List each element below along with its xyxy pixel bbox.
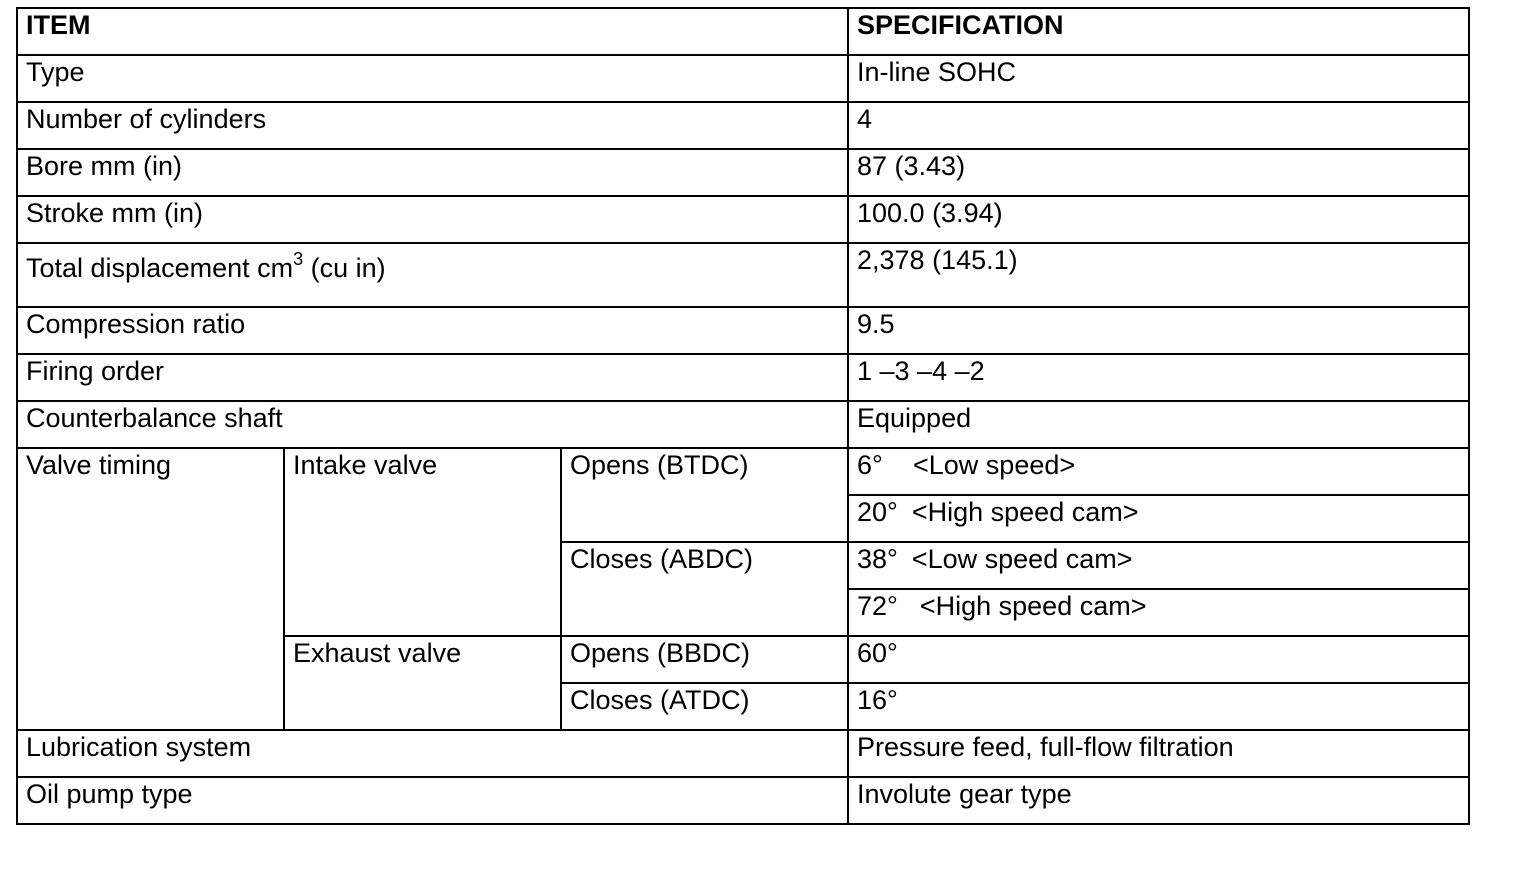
exhaust-opens-label: Opens (BBDC) [561, 636, 848, 683]
table-row [17, 149, 1469, 196]
exhaust-closes-value: 16° [848, 683, 1469, 730]
oil-pump-value: Involute gear type [848, 777, 1469, 824]
compression-label: Compression ratio [17, 307, 848, 354]
bore-label: Bore mm (in) [17, 149, 848, 196]
cylinders-label: Number of cylinders [17, 102, 848, 149]
intake-closes-label: Closes (ABDC) [561, 542, 848, 636]
counterbalance-value: Equipped [848, 401, 1469, 448]
intake-closes-note-1: <Low speed cam> [911, 544, 1133, 574]
exhaust-valve-label: Exhaust valve [284, 636, 561, 730]
intake-opens-note-1: <Low speed> [913, 450, 1076, 480]
displacement-label [17, 243, 848, 307]
lubrication-label: Lubrication system [17, 730, 848, 777]
table-row [17, 354, 1469, 401]
table-header-row [17, 8, 1469, 55]
stroke-label: Stroke mm (in) [17, 196, 848, 243]
bore-value: 87 (3.43) [848, 149, 1469, 196]
compression-value: 9.5 [848, 307, 1469, 354]
intake-opens-angle-2: 20° [857, 497, 898, 527]
displacement-label-superscript: 3 [293, 249, 304, 269]
table-row [17, 401, 1469, 448]
intake-closes-angle-2: 72° [857, 591, 898, 621]
intake-valve-label: Intake valve [284, 448, 561, 636]
table-row [17, 55, 1469, 102]
table-row [17, 730, 1469, 777]
oil-pump-label: Oil pump type [17, 777, 848, 824]
counterbalance-label: Counterbalance shaft [17, 401, 848, 448]
firing-order-value: 1 –3 –4 –2 [848, 354, 1469, 401]
displacement-value: 2,378 (145.1) [848, 243, 1469, 307]
table-row [17, 196, 1469, 243]
firing-order-label: Firing order [17, 354, 848, 401]
table-row [17, 102, 1469, 149]
displacement-label-prefix: Total displacement cm [26, 253, 294, 283]
table-row [17, 307, 1469, 354]
intake-opens-note-2: <High speed cam> [911, 497, 1139, 527]
intake-opens-value-1 [848, 448, 1469, 495]
lubrication-value: Pressure feed, full-flow filtration [848, 730, 1469, 777]
intake-closes-value-1 [848, 542, 1469, 589]
intake-closes-note-2: <High speed cam> [919, 591, 1147, 621]
specification-header: SPECIFICATION [848, 8, 1469, 55]
type-value: In-line SOHC [848, 55, 1469, 102]
engine-spec-table [16, 7, 1470, 825]
intake-opens-label: Opens (BTDC) [561, 448, 848, 542]
intake-opens-angle-1: 6° [857, 450, 883, 480]
table-row [17, 243, 1469, 307]
exhaust-closes-label: Closes (ATDC) [561, 683, 848, 730]
intake-opens-value-2 [848, 495, 1469, 542]
item-header: ITEM [17, 8, 848, 55]
stroke-value: 100.0 (3.94) [848, 196, 1469, 243]
cylinders-value: 4 [848, 102, 1469, 149]
table-row [17, 777, 1469, 824]
valve-timing-label: Valve timing [17, 448, 284, 730]
displacement-label-suffix: (cu in) [303, 253, 386, 283]
intake-closes-angle-1: 38° [857, 544, 898, 574]
exhaust-opens-value: 60° [848, 636, 1469, 683]
table-row [17, 448, 1469, 495]
type-label: Type [17, 55, 848, 102]
intake-closes-value-2 [848, 589, 1469, 636]
